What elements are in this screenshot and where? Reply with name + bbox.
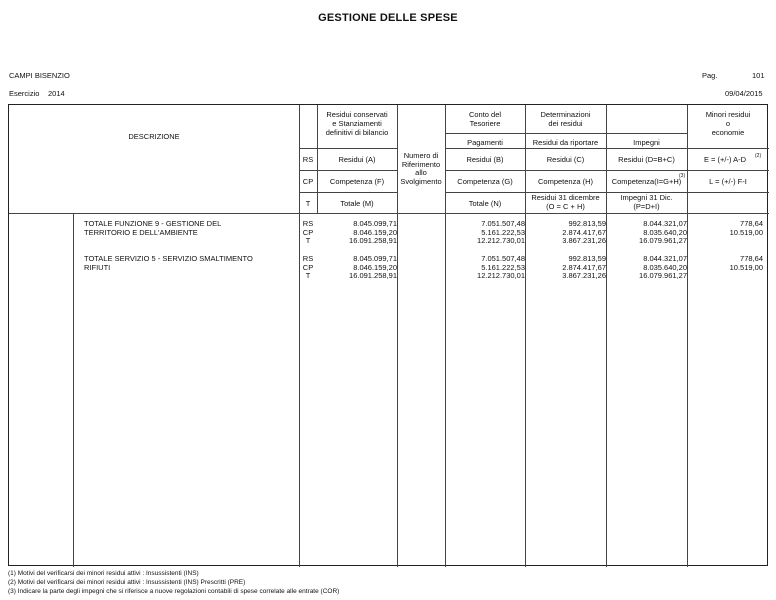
page-number: 101 [752,71,765,80]
row-2-col-e: 778,64 10.519,00 [729,254,763,272]
col-header-impegni: Impegni [633,138,660,147]
divider [299,170,397,171]
divider [445,192,769,193]
divider [445,148,769,149]
footnote-1: (1) Motivi del verificarsi dei minori residui attivi : Insussistenti (INS) [8,570,199,577]
t-impegni-31-dic: Impegni 31 Dic. (P=D+I) [620,193,673,211]
rs-minori-e: E = (+/-) A-D [703,155,747,164]
row-code-t: T [305,199,311,208]
cp-minori-l: L = (+/-) F-I [709,177,747,186]
report-date: 09/04/2015 [725,89,763,98]
cp-competenza-f: Competenza (F) [329,177,385,186]
divider [445,133,687,134]
row-2-col-c: 992.813,59 2.874.417,67 3.867.231,26 [562,254,606,280]
row-1-col-a: 8.045.099,71 8.046.159,20 16.091.258,91 [349,219,397,245]
row-2-description: TOTALE SERVIZIO 5 - SERVIZIO SMALTIMENTO RIFIUTI [84,254,253,272]
row-1-col-d: 8.044.321,07 8.035.640,20 16.079.961,27 [639,219,687,245]
row-code-cp: CP [302,177,314,186]
divider [299,148,397,149]
divider [9,213,769,214]
divider [606,105,607,567]
col-header-descrizione: DESCRIZIONE [128,132,180,141]
row-2-col-d: 8.044.321,07 8.035.640,20 16.079.961,27 [639,254,687,280]
year-value: 2014 [48,89,65,98]
rs-residui-d: Residui (D=B+C) [618,155,675,164]
t-totale-m: Totale (M) [340,199,374,208]
footnote-2: (2) Motivi del verificarsi dei minori residui attivi : Insussistenti (INS) Prescritti (PRE) [8,579,246,586]
row-1-col-b: 7.051.507,48 5.161.222,53 12.212.730,01 [477,219,525,245]
row-1-col-c: 992.813,59 2.874.417,67 3.867.231,26 [562,219,606,245]
divider [445,170,769,171]
col-header-residui-conservati: Residui conservati e Stanziamenti definitivi di bilancio [325,110,389,137]
col-header-determinazioni: Determinazioni dei residui [540,110,591,128]
t-totale-n: Totale (N) [468,199,502,208]
col-header-minori-residui: Minori residui o economie [705,110,751,137]
divider [73,213,74,567]
col-header-residui-da-riportare: Residui da riportare [532,138,599,147]
row-1-codes: RS CP T [302,219,314,245]
rs-residui-b: Residui (B) [466,155,504,164]
row-2-codes: RS CP T [302,254,314,280]
row-1-col-e: 778,64 10.519,00 [729,219,763,237]
spese-table [8,104,768,566]
page-title: GESTIONE DELLE SPESE [318,12,458,24]
divider [445,105,446,567]
cp-competenza-i: Competenza(I=G+H) [611,177,682,186]
divider [525,105,526,567]
divider [299,105,300,567]
rs-residui-c: Residui (C) [546,155,585,164]
page-label: Pag. [702,71,718,80]
row-2-col-b: 7.051.507,48 5.161.222,53 12.212.730,01 [477,254,525,280]
footnote-3: (3) Indicare la parte degli impegni che si riferisce a nuove regolazioni contabili di spese correlate alle entrate (COR) [8,588,340,595]
col-header-conto-tesoriere: Conto del Tesoriere [468,110,502,128]
footnote-ref-2: (2) [755,153,762,159]
cp-competenza-h: Competenza (H) [537,177,594,186]
row-2-col-a: 8.045.099,71 8.046.159,20 16.091.258,91 [349,254,397,280]
rs-residui-a: Residui (A) [338,155,376,164]
cp-competenza-g: Competenza (G) [457,177,513,186]
t-residui-31-dicembre: Residui 31 dicembre (O = C + H) [531,193,600,211]
col-header-numero-riferimento: Numero di Riferimento allo Svolgimento [400,151,442,186]
year-label: Esercizio [9,89,40,98]
col-header-pagamenti: Pagamenti [467,138,503,147]
entity-name: CAMPI BISENZIO [9,71,70,80]
row-code-rs: RS [302,155,314,164]
divider [299,192,397,193]
row-1-description: TOTALE FUNZIONE 9 - GESTIONE DEL TERRITORIO E DELL'AMBIENTE [84,219,222,237]
divider [687,105,688,567]
footnote-ref-3: (3) [679,173,686,179]
